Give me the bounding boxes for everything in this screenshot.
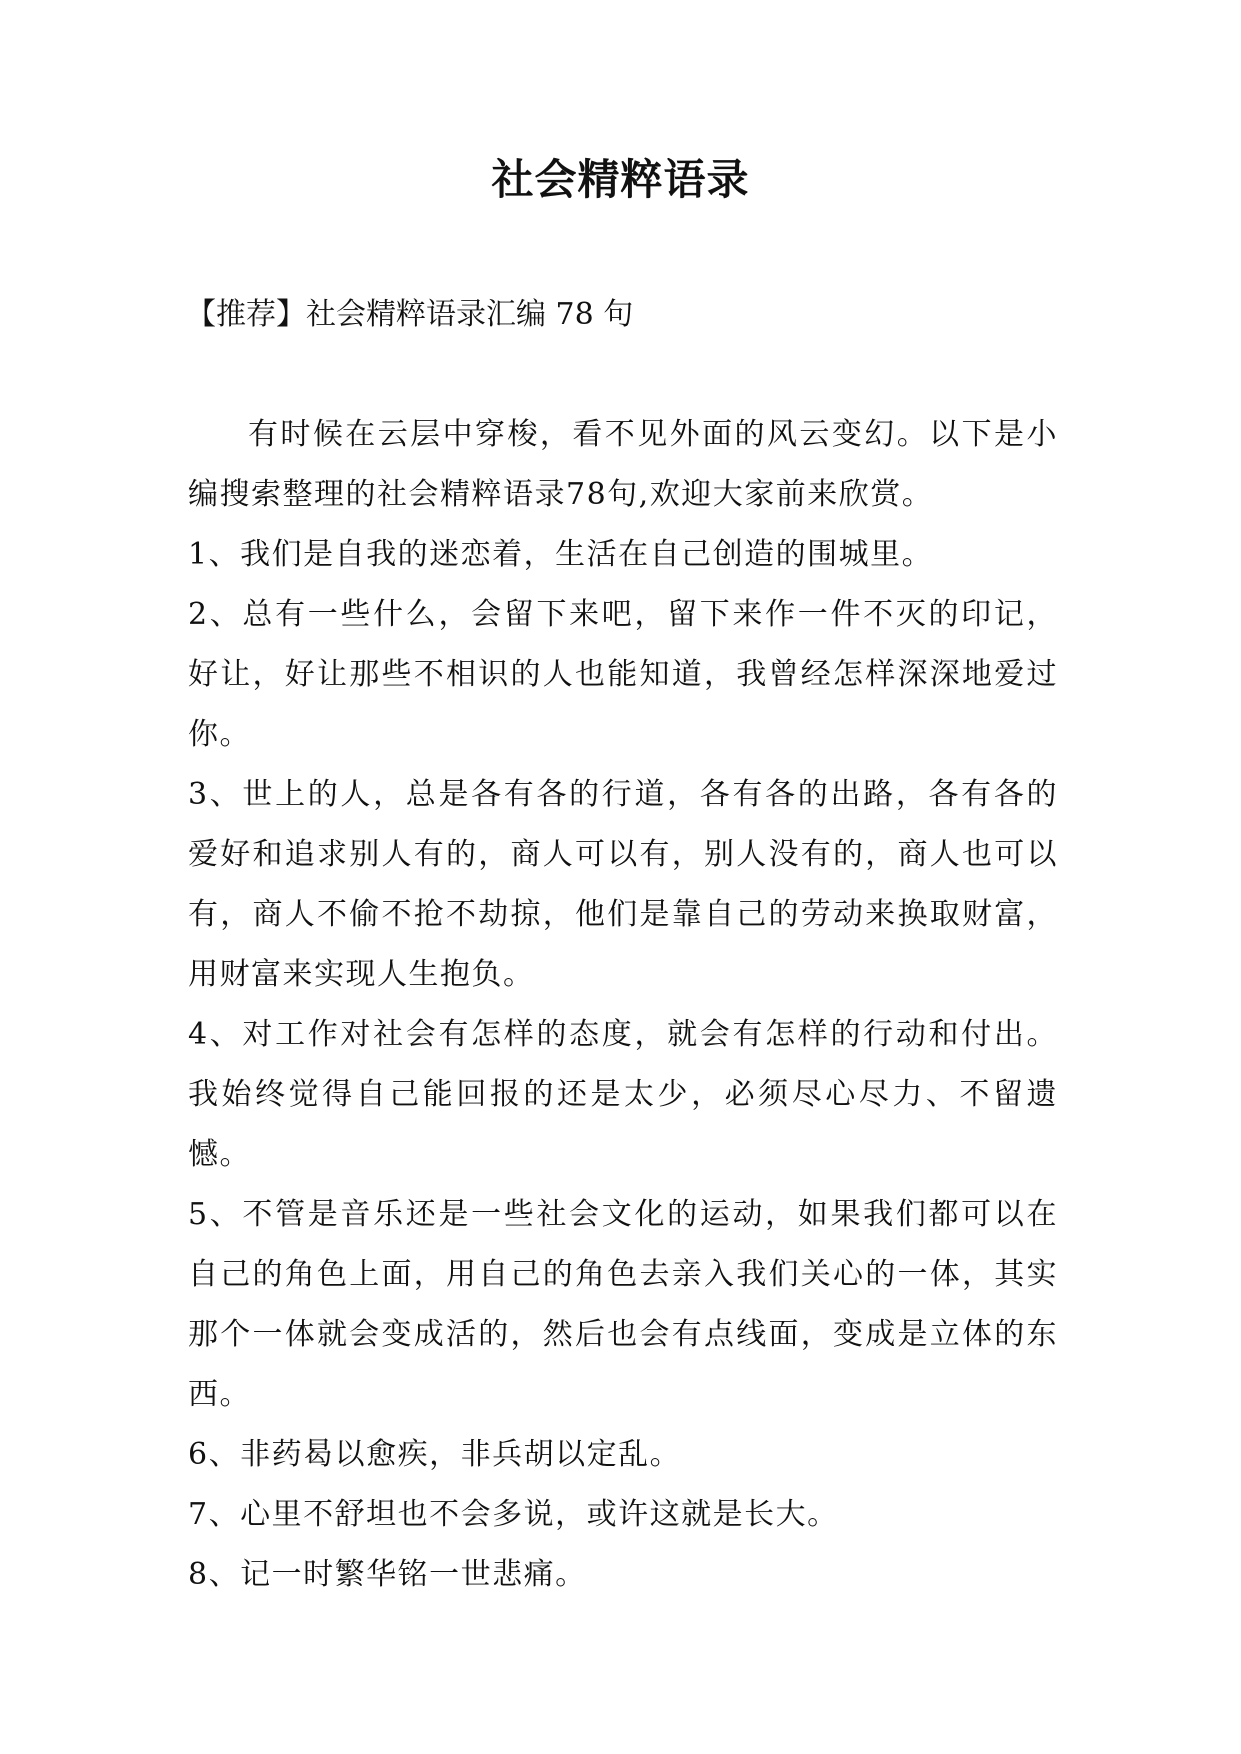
document-title: 社会精粹语录 [491,155,750,204]
document-subtitle: 【推荐】社会精粹语录汇编 78 句 [186,297,634,332]
intro-paragraph: 有时候在云层中穿梭，看不见外面的风云变幻。以下是小编搜索整理的社会精粹语录78句,欢迎大家前来欣赏。 [188,417,1058,512]
quote-item-7: 7、心里不舒坦也不会多说，或许这就是长大。 [188,1497,839,1532]
quote-item-5: 5、不管是音乐还是一些社会文化的运动，如果我们都可以在自己的角色上面，用自己的角色去亲入我们关心的一体，其实那个一体就会变成活的，然后也会有点线面，变成是立体的东西。 [188,1197,1058,1412]
quote-item-4: 4、对工作对社会有怎样的态度，就会有怎样的行动和付出。我始终觉得自己能回报的还是太少，必须尽心尽力、不留遗憾。 [188,1017,1058,1172]
quote-item-8: 8、记一时繁华铭一世悲痛。 [188,1557,587,1592]
quote-item-1: 1、我们是自我的迷恋着，生活在自己创造的围城里。 [188,537,934,572]
quote-item-3: 3、世上的人，总是各有各的行道，各有各的出路，各有各的爱好和追求别人有的，商人可以有，别人没有的，商人也可以有，商人不偷不抢不劫掠，他们是靠自己的劳动来换取财富，用财富来实现人生抱负。 [188,777,1058,992]
quote-item-6: 6、非药曷以愈疾，非兵胡以定乱。 [188,1437,682,1472]
document-body [188,405,1058,1605]
quote-item-2: 2、总有一些什么，会留下来吧，留下来作一件不灭的印记，好让，好让那些不相识的人也能知道，我曾经怎样深深地爱过你。 [188,597,1058,752]
